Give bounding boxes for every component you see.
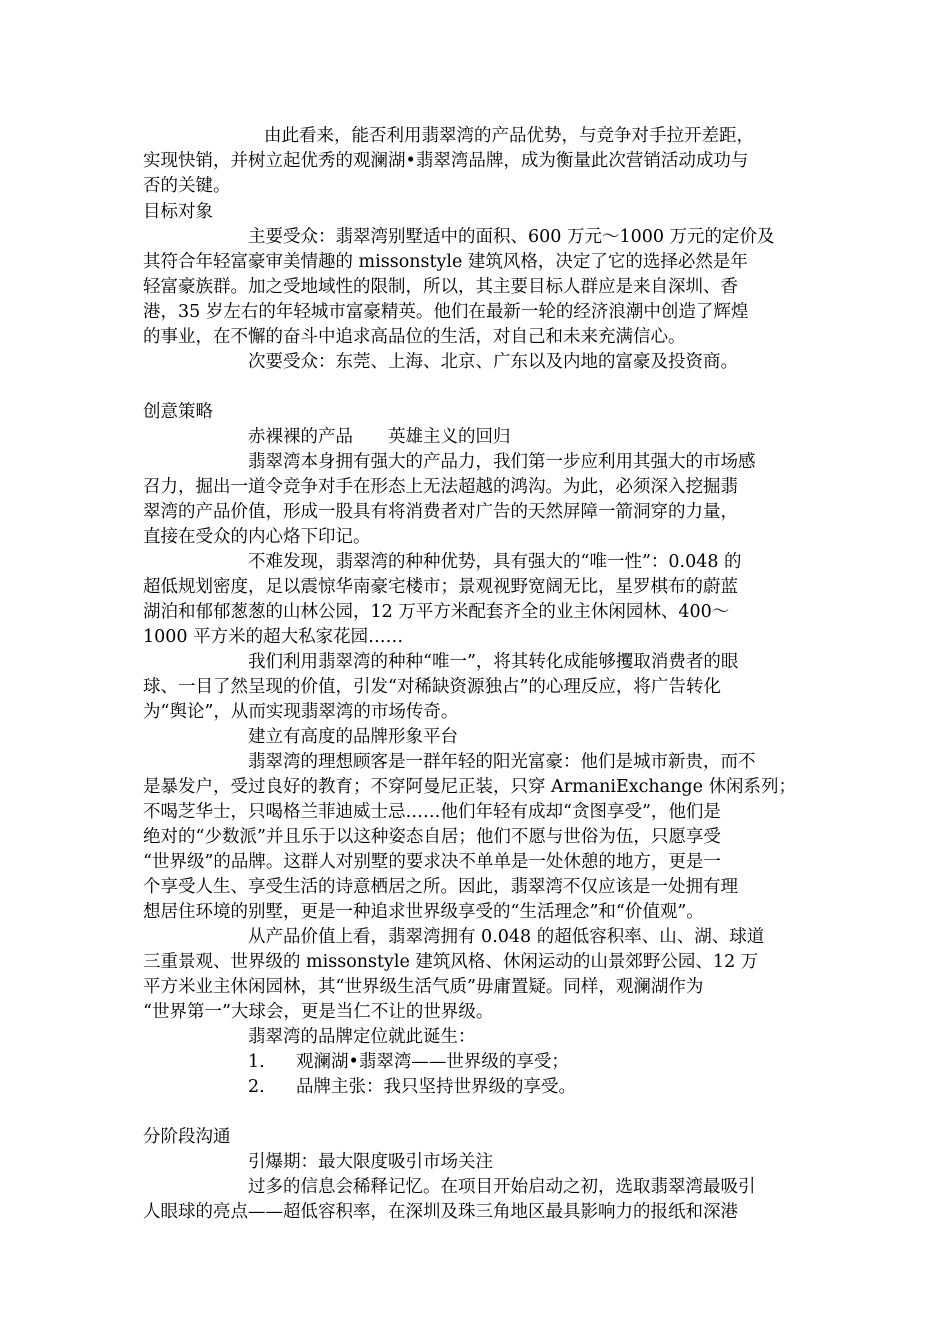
paragraph-line: 平方米业主休闲园林，其“世界级生活气质”毋庸置疑。同样，观澜湖作为 [143,977,704,997]
paragraph-line: 我们利用翡翠湾的种种“唯一”，将其转化成能够攫取消费者的眼 [248,652,739,672]
paragraph-line: 的事业，在不懈的奋斗中追求高品位的生活，对自己和未来充满信心。 [143,327,686,347]
paragraph-line: 召力，掘出一道令竞争对手在形态上无法超越的鸿沟。为此，必须深入挖掘翡 [143,477,738,497]
section-heading: 分阶段沟通 [143,1127,231,1147]
paragraph-line: 球、一目了然呈现的价值，引发“对稀缺资源独占”的心理反应，将广告转化 [143,677,721,697]
subheading: 建立有高度的品牌形象平台 [248,727,458,747]
paragraph-line: 轻富豪族群。加之受地域性的限制，所以，其主要目标人群应是来自深圳、香 [143,277,738,297]
subheading: 赤裸裸的产品 英雄主义的回归 [248,427,511,447]
paragraph-line: “世界第一”大球会，更是当仁不让的世界级。 [143,1002,494,1022]
paragraph-line: 翠湾的产品价值，形成一股具有将消费者对广告的天然屏障一箭洞穿的力量， [143,502,738,522]
section-heading: 目标对象 [143,202,213,222]
paragraph-line: 直接在受众的内心烙下印记。 [143,527,371,547]
subheading: 引爆期：最大限度吸引市场关注 [248,1152,493,1172]
paragraph-line: 人眼球的亮点——超低容积率，在深圳及珠三角地区最具影响力的报纸和深港 [143,1202,738,1222]
paragraph-line: 实现快销，并树立起优秀的观澜湖•翡翠湾品牌，成为衡量此次营销活动成功与 [143,151,749,171]
paragraph-line: 想居住环境的别墅，更是一种追求世界级享受的“生活理念”和“价值观”。 [143,902,704,922]
paragraph-line: 绝对的“少数派”并且乐于以这种姿态自居；他们不愿与世俗为伍，只愿享受 [143,827,721,847]
paragraph-line: “世界级”的品牌。这群人对别墅的要求决不单单是一处休憩的地方，更是一 [143,852,721,872]
paragraph-line: 个享受人生、享受生活的诗意栖居之所。因此，翡翠湾不仅应该是一处拥有理 [143,877,738,897]
section-heading: 创意策略 [143,402,213,422]
paragraph-line: 由此看来，能否利用翡翠湾的产品优势，与竞争对手拉开差距， [264,126,754,146]
paragraph-line: 翡翠湾的理想顾客是一群年轻的阳光富豪：他们是城市新贵，而不 [248,752,756,772]
paragraph-line: 否的关键。 [143,176,231,196]
paragraph-line: 超低规划密度，足以震惊华南豪宅楼市；景观视野宽阔无比，星罗棋布的蔚蓝 [143,577,738,597]
list-item-number: 2. [248,1077,265,1097]
paragraph-line: 从产品价值上看，翡翠湾拥有 0.048 的超低容积率、山、湖、球道 [248,927,765,947]
paragraph-line: 1000 平方米的超大私家花园…… [143,627,404,647]
paragraph-line: 过多的信息会稀释记忆。在项目开始启动之初，选取翡翠湾最吸引 [248,1177,756,1197]
paragraph-line: 港，35 岁左右的年轻城市富豪精英。他们在最新一轮的经济浪潮中创造了辉煌 [143,302,749,322]
paragraph-line: 翡翠湾本身拥有强大的产品力，我们第一步应利用其强大的市场感 [248,452,756,472]
paragraph-line: 是暴发户，受过良好的教育；不穿阿曼尼正装，只穿 ArmaniExchange 休闲系列； [143,777,797,797]
paragraph-line: 三重景观、世界级的 missonstyle 建筑风格、休闲运动的山景郊野公园、12 万 [143,952,759,972]
list-item: 品牌主张：我只坚持世界级的享受。 [296,1077,576,1097]
list-item-number: 1. [248,1052,265,1072]
paragraph-line: 为“舆论”，从而实现翡翠湾的市场传奇。 [143,702,459,722]
list-item: 观澜湖•翡翠湾——世界级的享受； [296,1052,569,1072]
paragraph-line: 翡翠湾的品牌定位就此诞生： [248,1027,476,1047]
paragraph-line: 湖泊和郁郁葱葱的山林公园，12 万平方米配套齐全的业主休闲园林、400～ [143,602,730,622]
paragraph-line: 次要受众：东莞、上海、北京、广东以及内地的富豪及投资商。 [248,352,738,372]
paragraph-line: 不难发现，翡翠湾的种种优势，具有强大的“唯一性”：0.048 的 [248,552,742,572]
paragraph-line: 主要受众：翡翠湾别墅适中的面积、600 万元～1000 万元的定价及 [248,227,775,247]
paragraph-line: 不喝芝华士，只喝格兰菲迪威士忌……他们年轻有成却“贪图享受”，他们是 [143,802,721,822]
paragraph-line: 其符合年轻富豪审美情趣的 missonstyle 建筑风格，决定了它的选择必然是年 [143,252,748,272]
